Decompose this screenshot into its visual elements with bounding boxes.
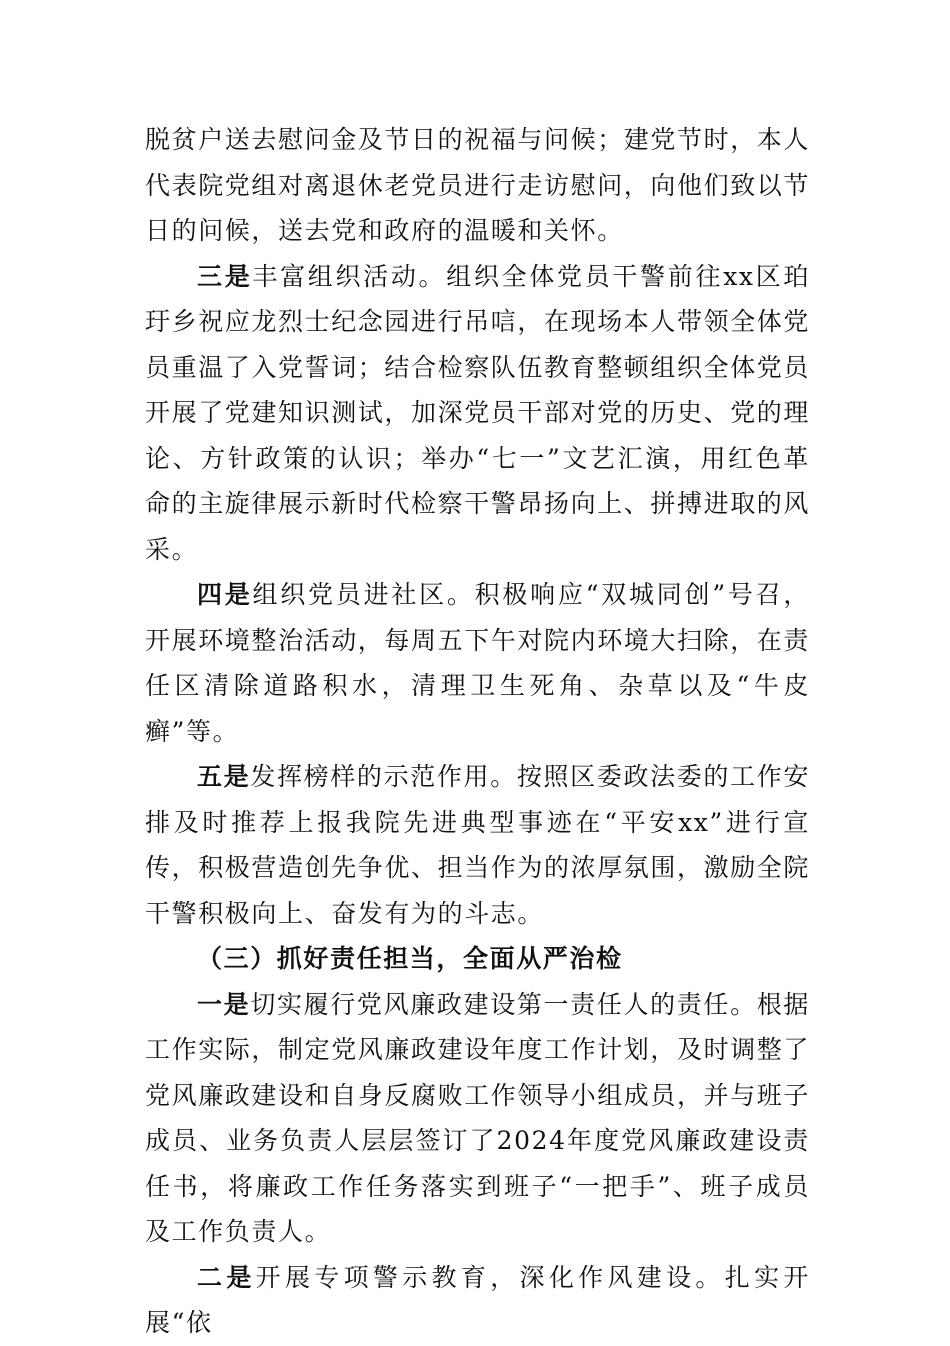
document-body xyxy=(145,117,810,1346)
paragraph-lead: 三是 xyxy=(197,261,253,291)
paragraph-lead: 五是 xyxy=(197,762,251,791)
paragraph-text: 脱贫户送去慰问金及节日的祝福与问候；建党节时，本人代表院党组对离退休老党员进行走访慰问，向他们致以节日的问候，送去党和政府的温暖和关怀。 xyxy=(145,125,811,245)
section-heading: （三）抓好责任担当，全面从严治检 xyxy=(197,944,623,973)
paragraph-text: 切实履行党风廉政建设第一责任人的责任。根据工作实际，制定党风廉政建设年度工作计划，及时调整了党风廉政建设和自身反腐败工作领导小组成员，并与班子成员、业务负责人层层签订了2024年度党风廉政建设责任书，将廉政工作任务落实到班子“一把手”、班子成员及工作负责人。 xyxy=(145,989,811,1246)
paragraph-text: 组织党员进社区。积极响应“双城同创”号召，开展环境整治活动，每周五下午对院内环境大扫除，在责任区清除道路积水，清理卫生死角、杂草以及“牛皮癣”等。 xyxy=(145,580,811,746)
paragraph-section-item-two xyxy=(145,1255,810,1346)
paragraph-text: 发挥榜样的示范作用。按照区委政法委的工作安排及时推荐上报我院先进典型事迹在“平安xx”进行宣传，积极营造创先争优、担当作为的浓厚氛围，激励全院干警积极向上、奋发有为的斗志。 xyxy=(145,762,811,928)
paragraph-item-five xyxy=(145,754,810,936)
paragraph-item-three xyxy=(145,254,810,573)
paragraph-text: 开展专项警示教育，深化作风建设。扎实开展“依 xyxy=(145,1262,810,1337)
paragraph-lead: 四是 xyxy=(197,580,253,609)
paragraph-item-four xyxy=(145,572,810,754)
paragraph-text: 丰富组织活动。组织全体党员干警前往xx区珀玗乡祝应龙烈士纪念园进行吊唁，在现场本人带领全体党员重温了入党誓词；结合检察队伍教育整顿组织全体党员开展了党建知识测试，加深党员干部对党的历史、党的理论、方针政策的认识；举办“七一”文艺汇演，用红色革命的主旋律展示新时代检察干警昂扬向上、拼搏进取的风采。 xyxy=(145,261,811,564)
paragraph-section-item-one xyxy=(145,982,810,1255)
paragraph-lead: 二是 xyxy=(197,1262,256,1292)
paragraph-lead: 一是 xyxy=(197,989,251,1019)
paragraph-continuation xyxy=(145,117,810,254)
